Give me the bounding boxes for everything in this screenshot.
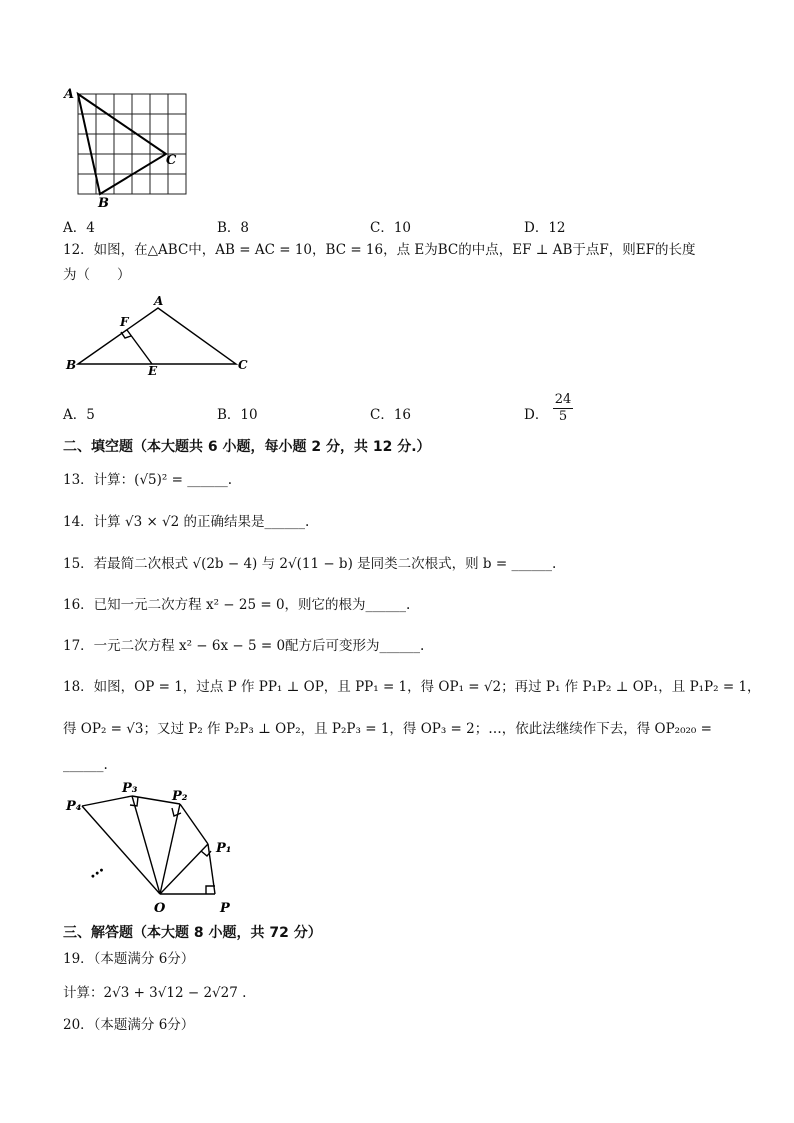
q18-label-p1: P₁ xyxy=(216,841,232,856)
q18-label-p2: P₂ xyxy=(172,789,188,804)
section2-title: 二、填空题（本大题共 6 小题，每小题 2 分，共 12 分.） xyxy=(63,439,431,455)
q18-label-p4: P₄ xyxy=(66,799,82,814)
q18-label-p: P xyxy=(220,901,230,916)
q18-spiral-figure xyxy=(60,776,260,916)
q12-choice-b: B．10 xyxy=(217,407,258,423)
section3-title: 三、解答题（本大题 8 小题，共 72 分） xyxy=(63,925,322,941)
q11-grid-figure xyxy=(60,82,200,210)
q12-label-e: E xyxy=(148,364,158,378)
q12-choice-d-fraction xyxy=(553,392,573,425)
q12-fraction-numerator: 24 xyxy=(554,392,572,407)
q12-triangle-figure xyxy=(60,294,260,378)
q12-choice-d xyxy=(524,403,548,423)
q11-choice-c: C．10 xyxy=(370,220,412,236)
q12-label-c: C xyxy=(238,358,248,372)
q12-label-b: B xyxy=(66,358,77,372)
q11-choice-d: D．12 xyxy=(524,220,566,236)
q11-choice-a: A．4 xyxy=(63,220,95,236)
q11-label-b: B xyxy=(98,196,109,210)
q18-ellipsis: … xyxy=(82,857,107,882)
q15-text: 15．若最简二次根式 √(2b − 4) 与 2√(11 − b) 是同类二次根式，则 b = ______. xyxy=(63,556,557,572)
q11-triangle xyxy=(78,94,166,194)
q18-label-o: O xyxy=(154,901,166,916)
q16-text: 16．已知一元二次方程 x² − 25 = 0，则它的根为______. xyxy=(63,597,411,613)
q12-choice-c: C．16 xyxy=(370,407,412,423)
q12-stem-line1: 12．如图，在△ABC中，AB = AC = 10，BC = 16，点 E为BC的中点，EF ⊥ AB于点F，则EF的长度 xyxy=(63,242,696,258)
q12-label-a: A xyxy=(154,294,164,308)
q14-text: 14．计算 √3 × √2 的正确结果是______. xyxy=(63,514,310,530)
q12-label-f: F xyxy=(120,315,129,329)
q11-label-c: C xyxy=(166,153,177,168)
q20-header: 20．（本题满分 6分） xyxy=(63,1017,195,1033)
q12-choice-a: A．5 xyxy=(63,407,95,423)
q17-text: 17．一元二次方程 x² − 6x − 5 = 0配方后可变形为______. xyxy=(63,638,425,654)
q18-label-p3: P₃ xyxy=(122,781,138,796)
q19-body: 计算：2√3 + 3√12 − 2√27 . xyxy=(63,985,247,1001)
q12-stem-line2: 为（ ） xyxy=(63,267,131,283)
q18-line1: 18．如图，OP = 1，过点 P 作 PP₁ ⊥ OP，且 PP₁ = 1，得 OP₁ = √2；再过 P₁ 作 P₁P₂ ⊥ OP₁，且 P₁P₂ = 1， xyxy=(63,679,761,695)
q11-label-a: A xyxy=(64,87,75,102)
q11-choice-b: B．8 xyxy=(217,220,250,236)
q12-choice-d-prefix: D． xyxy=(524,407,549,423)
q18-line2: 得 OP₂ = √3；又过 P₂ 作 P₂P₃ ⊥ OP₂，且 P₂P₃ = 1，得 OP₃ = 2；…，依此法继续作下去，得 OP₂₀₂₀ = xyxy=(63,721,712,737)
q12-fraction-denominator: 5 xyxy=(558,409,568,424)
q18-line3: ______. xyxy=(63,757,108,773)
q13-text: 13．计算：(√5)² = ______. xyxy=(63,472,233,488)
q19-header: 19．（本题满分 6分） xyxy=(63,951,195,967)
